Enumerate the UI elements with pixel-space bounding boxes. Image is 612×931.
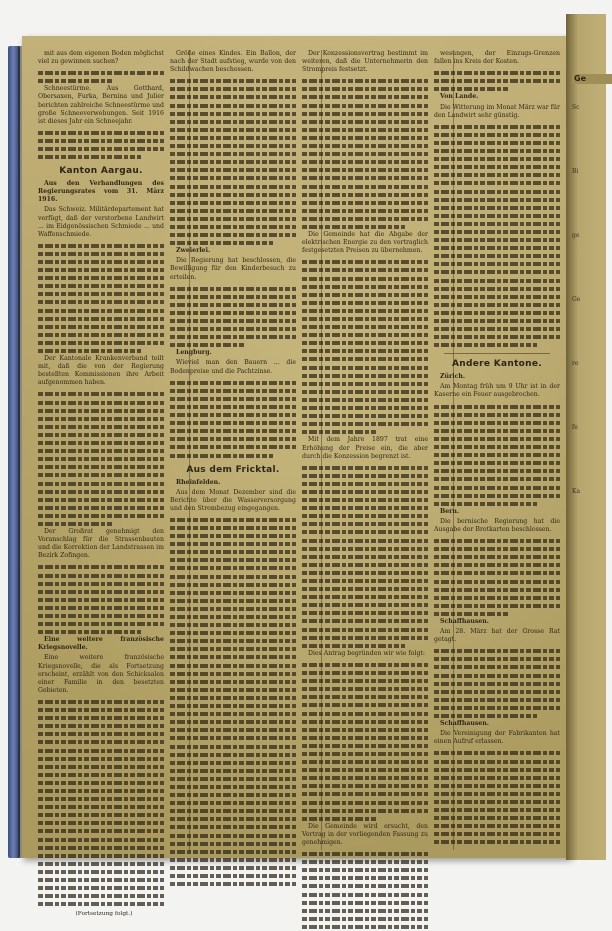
paragraph: Größe eines Kindes. Ein Ballon, der nach der Stadt aufstieg, wurde von den Schildwachen beschossen. [170,50,296,74]
paragraph: Die Regierung hat beschlossen, die Bewilligung für den Kinderbesuch zu erteilen. [170,257,296,281]
facing-page-edge [566,14,606,860]
section-heading: Andere Kantone. [452,359,542,370]
paragraph: Wieviel man den Bauern ... die Bodenpreise und die Pachtzinse. [170,359,296,375]
facing-page-line: ge [572,232,580,239]
sub-heading: Zürich. [440,373,466,381]
paragraph: Die Gemeinde wird ersucht, den Vertrag in der vorliegenden Fassung zu genehmigen. [302,822,428,846]
text-column-2 [170,50,296,850]
facing-page-line: fe [572,424,578,431]
facing-page-line: Sc [572,104,580,111]
sub-heading: Schaffhausen. [440,618,489,625]
sub-heading: Eine weitere französische Kriegsnovelle. [38,636,164,652]
paragraph: Am 28. März hat der Grosse Rat getagt. [434,628,560,644]
sub-heading: Rheinfelden. [176,478,221,486]
paragraph: Die Witterung im Monat März war für den Landwirt sehr günstig. [434,103,560,119]
paragraph: Der Kantonale Krankenverband teilt mit, daß die von der Regierung bestellten Kommissionen ihre Arbeit aufgenommen haben. [38,355,164,387]
paragraph: Das Schweiz. Militärdepartement hat verfügt, daß der verstorbene Landwirt ... im Eidgenössischen Schmiede ... und Waffenschmiede. [38,206,164,238]
text-column-4 [434,50,560,850]
paragraph: Die Gemeinde hat die Abgabe der elektrischen Energie zu den vertraglich festgesetzten Preisen zu übernehmen. [302,231,428,255]
paragraph: Der Großrat genehmigt den Voranschlag für die Strassenbauten und die Korrektion der Landstrassen im Bezirk Zofingen. [38,528,164,560]
paragraph: Dies Antrag begründen wir wie folgt: [308,649,425,657]
facing-page-line: re [572,360,579,367]
section-heading: Kanton Aargau. [59,166,143,177]
paragraph: wesungen, der Einzugs-Grenzen fallen ins Kreis der Kosten. [434,50,560,66]
text-column-3 [302,50,428,850]
paragraph: Eine weitere französische Kriegsnovelle, die als Fortsetzung erscheint, erzählt von den Schicksalen einer Familie in den besetzten Gebieten. [38,654,164,694]
paragraph: Am Montag früh um 9 Uhr ist in der Kaserne ein Feuer ausgebrochen. [434,383,560,399]
section-heading: Aus dem Fricktal. [186,464,280,475]
paragraph: Aus dem Monat Dezember sind die Berichte über die Wasserversorgung und den Strombezug eingegangen. [170,488,296,512]
sub-heading: Aus den Verhandlungen des Regierungsrates vom 31. März 1916. [38,180,164,204]
divider [444,353,550,354]
facing-page-heading: Ge [572,74,612,84]
continued-note: (Fortsetzung folgt.) [75,911,133,918]
paragraph: Mit dem Jahre 1897 trat eine Erhöhung der Preise ein, die aber durch die Konzession begrenzt ist. [302,436,428,460]
facing-page-line: Bi [572,168,579,175]
paragraph: Der Konzessionsvertrag bestimmt im weiteren, daß die Unternehmerin den Strompreis festsetzt. [302,50,428,74]
facing-page-line: Ge [572,296,581,303]
facing-page-text [572,58,612,512]
paragraph: Die Vereinigung der Fabrikanten hat einen Aufruf erlassen. [434,730,560,746]
sub-heading: Schaffhausen. [440,720,489,728]
paragraph: Schneestürme. Aus Gotthard, Obersaxen, Furka, Bernina und Julier berichten zahlreiche Schneestürme und große Schneeverwehungen. Seit 1916 ist dieses Jahr ein Schneejahr. [38,85,164,125]
text-column-1 [38,50,164,918]
sub-heading: Zweierlei. [176,247,211,255]
paragraph: Die bernische Regierung hat die Ausgabe der Brotkarten beschlossen. [434,517,560,533]
paragraph: mit aus dem eigenen Boden möglichst viel zu gewinnen suchen? [38,50,164,66]
sub-heading: Bern. [440,507,460,515]
newspaper-page [22,36,570,918]
facing-page-line: Ka [572,488,581,495]
sub-heading: Von Lande. [440,93,479,101]
sub-heading: Lengburg. [176,349,212,357]
